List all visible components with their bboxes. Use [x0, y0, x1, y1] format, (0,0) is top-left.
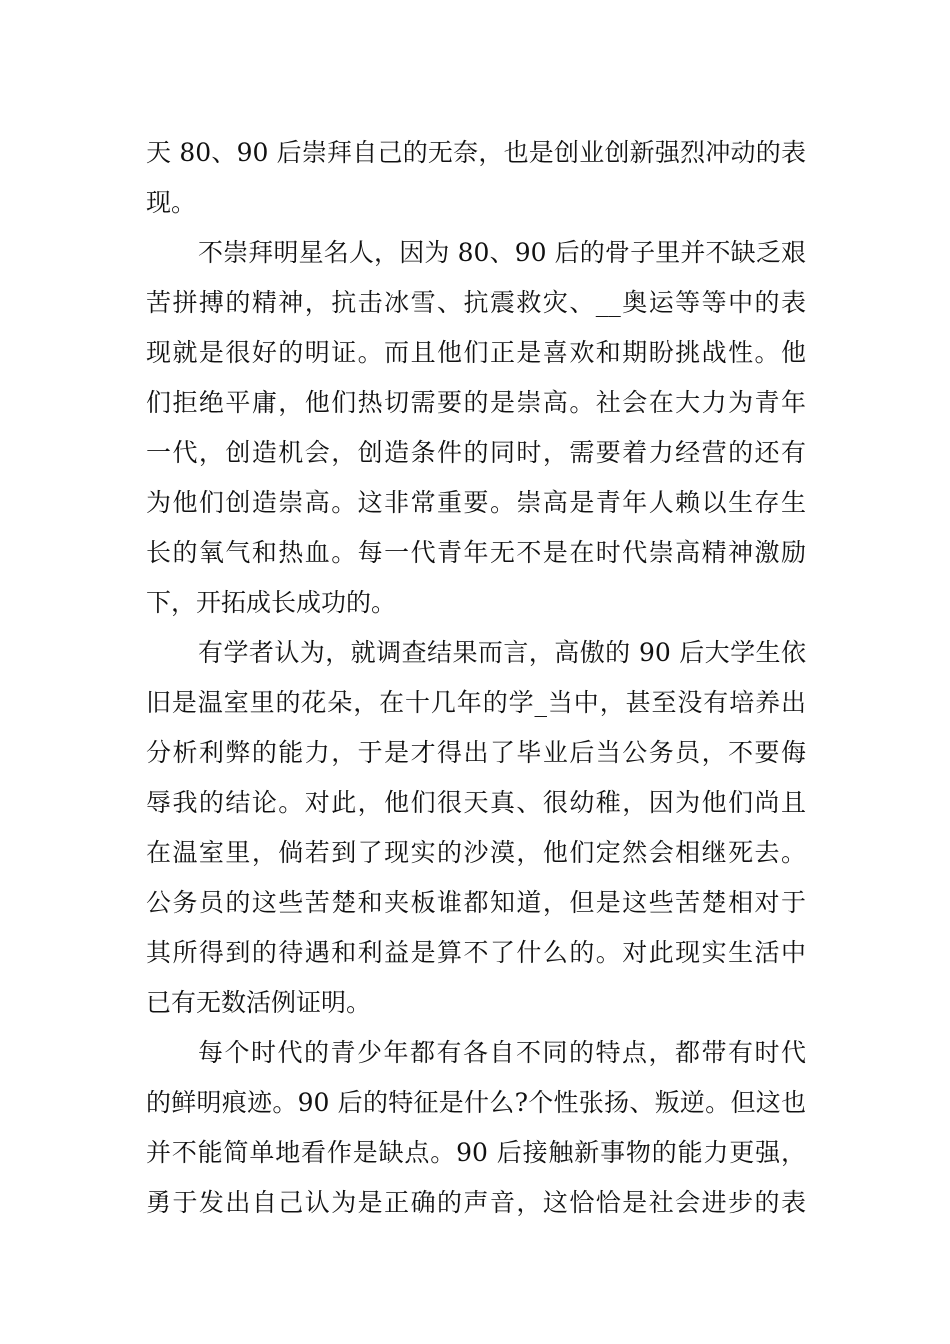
text-line: 辱我的结论。对此，他们很天真、很幼稚，因为他们尚且	[146, 788, 806, 817]
text-line: 其所得到的待遇和利益是算不了什么的。对此现实生活中	[146, 938, 806, 967]
text-line: 天 80、90 后崇拜自己的无奈，也是创业创新强烈冲动的表	[146, 138, 806, 167]
text-line: 分析利弊的能力，于是才得出了毕业后当公务员，不要侮	[146, 738, 806, 767]
text-line: 为他们创造崇高。这非常重要。崇高是青年人赖以生存生	[146, 488, 806, 517]
text-line: 并不能简单地看作是缺点。90 后接触新事物的能力更强，	[146, 1138, 806, 1167]
text-line: 的鲜明痕迹。90 后的特征是什么?个性张扬、叛逆。但这也	[146, 1088, 806, 1117]
paragraph-3	[146, 628, 806, 1028]
text-line: 公务员的这些苦楚和夹板谁都知道，但是这些苦楚相对于	[146, 888, 806, 917]
text-line: 每个时代的青少年都有各自不同的特点，都带有时代	[198, 1038, 806, 1067]
text-line: 不崇拜明星名人，因为 80、90 后的骨子里并不缺乏艰	[198, 238, 806, 267]
text-line: 现就是很好的明证。而且他们正是喜欢和期盼挑战性。他	[146, 338, 806, 367]
text-line: 勇于发出自己认为是正确的声音，这恰恰是社会进步的表	[146, 1188, 806, 1217]
document-body	[146, 128, 806, 1228]
paragraph-2	[146, 228, 806, 628]
text-line: 一代，创造机会，创造条件的同时，需要着力经营的还有	[146, 438, 806, 467]
text-line: 在温室里，倘若到了现实的沙漠，他们定然会相继死去。	[146, 838, 806, 867]
paragraph-1	[146, 128, 806, 228]
text-line: 们拒绝平庸，他们热切需要的是崇高。社会在大力为青年	[146, 388, 806, 417]
text-line: 旧是温室里的花朵，在十几年的学_当中，甚至没有培养出	[146, 688, 806, 717]
text-line: 长的氧气和热血。每一代青年无不是在时代崇高精神激励	[146, 538, 806, 567]
text-line: 现。	[146, 188, 197, 217]
text-line: 苦拼搏的精神，抗击冰雪、抗震救灾、__奥运等等中的表	[146, 288, 806, 317]
paragraph-4	[146, 1028, 806, 1228]
text-line: 有学者认为，就调查结果而言，高傲的 90 后大学生依	[198, 638, 806, 667]
text-line: 已有无数活例证明。	[146, 988, 372, 1017]
text-line: 下，开拓成长成功的。	[146, 588, 397, 617]
